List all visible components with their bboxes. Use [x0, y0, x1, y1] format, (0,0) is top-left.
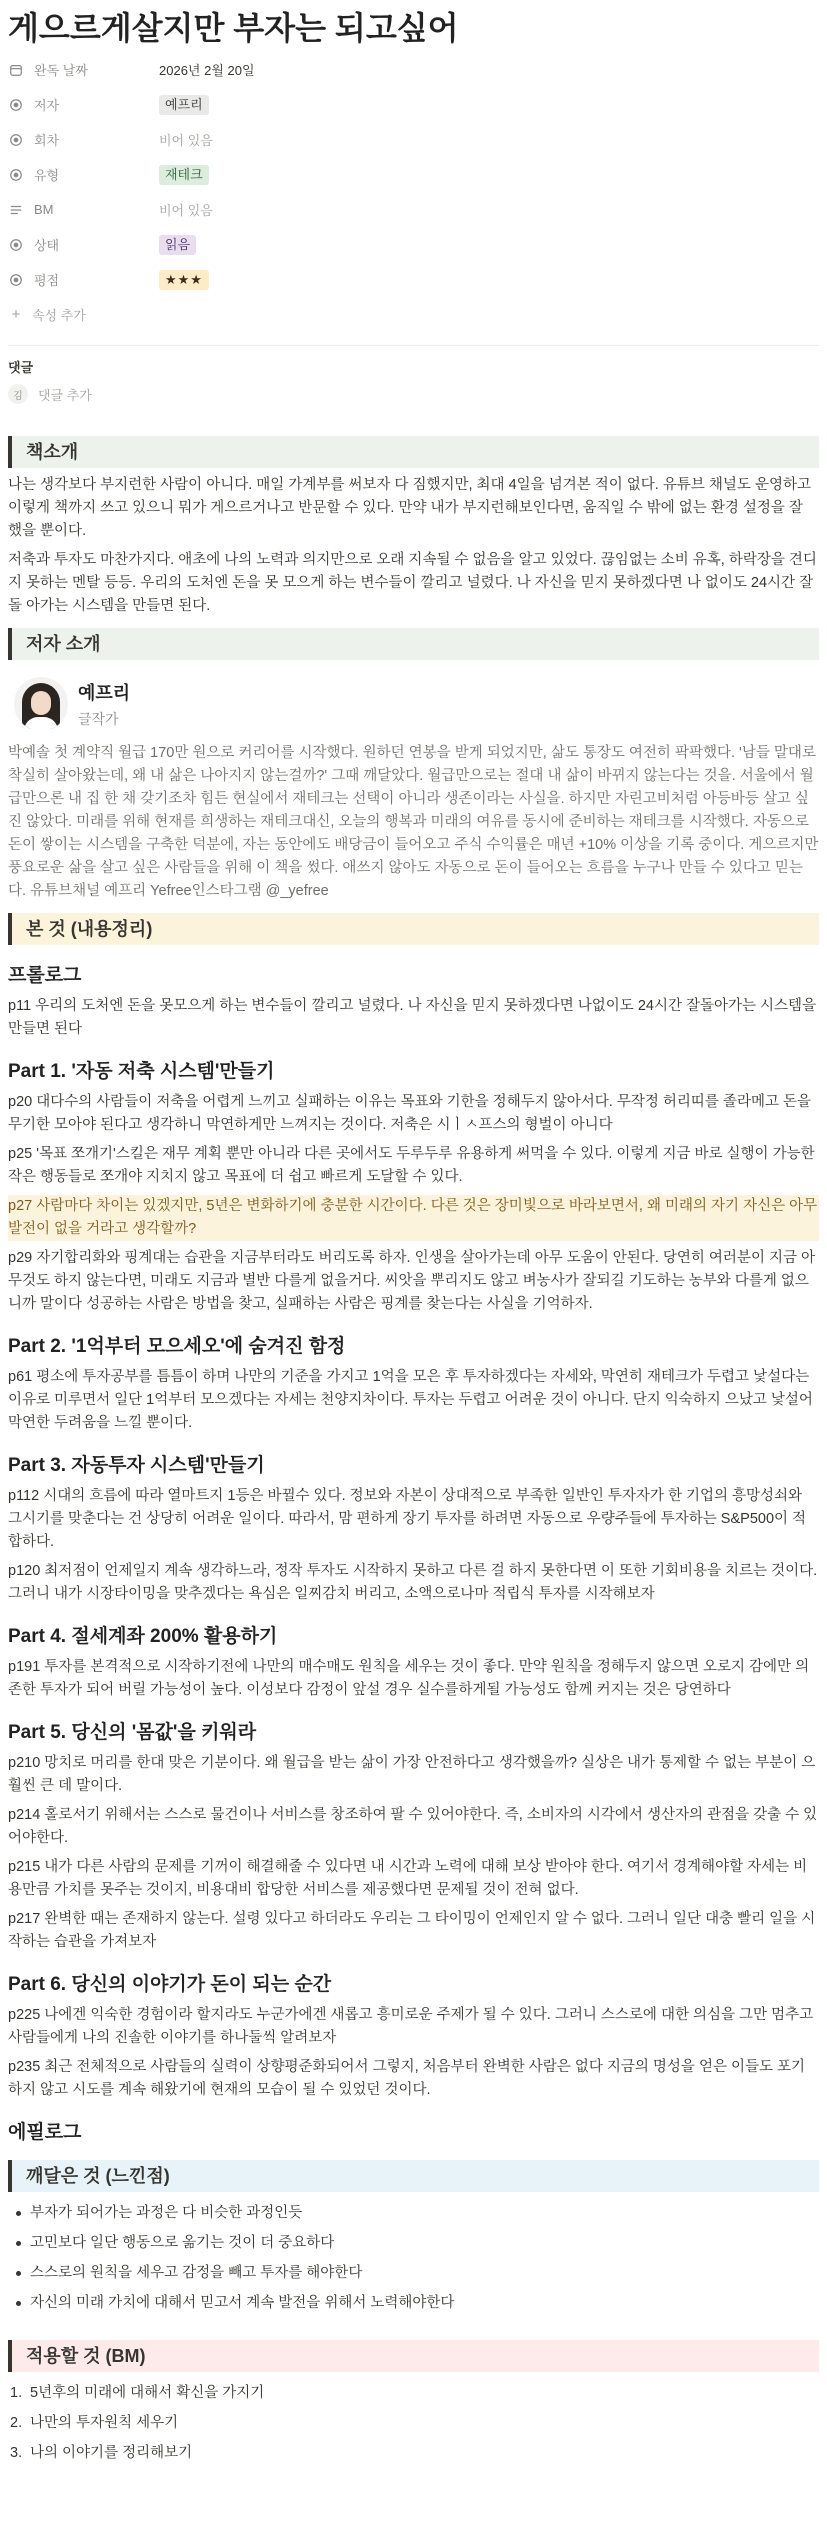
- property-row[interactable]: [8, 227, 819, 262]
- list-item[interactable]: 자신의 미래 가치에 대해서 믿고서 계속 발전을 위해서 노력해야한다: [8, 2288, 819, 2318]
- list-text: 5년후의 미래에 대해서 확신을 가지기: [30, 2385, 265, 2401]
- target-icon: [8, 132, 24, 148]
- property-key: [8, 235, 159, 254]
- subheading[interactable]: 에필로그: [8, 2122, 82, 2143]
- property-value[interactable]: [159, 235, 196, 255]
- note-paragraph[interactable]: p235 최근 전체적으로 사람들의 실력이 상향평준화되어서 그렇지, 처음부터 완벽한 사람은 없다 지금의 명성을 얻은 이들도 포기하지 않고 시도를 계속 해왔기에 현재의 모습이 될 수 있었던 것이다.: [8, 2059, 806, 2098]
- property-value[interactable]: [159, 165, 209, 185]
- property-value[interactable]: [159, 270, 209, 290]
- property-tag: 읽음: [159, 235, 196, 255]
- subheading[interactable]: Part 3. 자동투자 시스템'만들기: [8, 1455, 265, 1476]
- property-key-label: 평점: [34, 273, 60, 288]
- note-paragraph[interactable]: p210 망치로 머리를 한대 맞은 기분이다. 왜 월급을 받는 삶이 가장 안전하다고 생각했을까? 실상은 내가 통제할 수 없는 부분이 으훨씬 큰 데 말이다.: [8, 1755, 816, 1794]
- author-avatar: [14, 677, 68, 731]
- empty-value: 비어 있음: [159, 203, 213, 218]
- property-key: [8, 95, 159, 114]
- subheading[interactable]: Part 1. '자동 저축 시스템'만들기: [8, 1061, 275, 1082]
- property-key-label: 유형: [34, 168, 60, 183]
- avatar: 김: [8, 384, 28, 404]
- property-key: [8, 60, 159, 79]
- property-value[interactable]: [159, 200, 213, 219]
- list-text: 나만의 투자원칙 세우기: [30, 2415, 179, 2431]
- property-text: 2026년 2월 20일: [159, 63, 255, 78]
- property-row[interactable]: [8, 122, 819, 157]
- list-item[interactable]: [8, 2438, 819, 2468]
- subheading[interactable]: Part 4. 절세계좌 200% 활용하기: [8, 1626, 278, 1647]
- property-row[interactable]: [8, 192, 819, 227]
- intro-paragraph[interactable]: 나는 생각보다 부지런한 사람이 아니다. 매일 가계부를 써보자 다 짐했지만, 최대 4일을 넘겨본 적이 없다. 유튜브 채널도 운영하고 이렇게 책까지 쓰고 있으니 뭐가 게으르거나고 반문할 수 있다. 만약 내가 부지런해보인다면, 움직일 수 밖에 없는 환경 설정을 잘 했을 뿐이다.: [8, 477, 811, 539]
- list-item[interactable]: 부자가 되어가는 과정은 다 비슷한 과정인듯: [8, 2198, 819, 2228]
- property-tag: 재테크: [159, 165, 209, 185]
- intro-paragraph[interactable]: 저축과 투자도 마찬가지다. 애초에 나의 노력과 의지만으로 오래 지속될 수 없음을 알고 있었다. 끊임없는 소비 유혹, 하락장을 견디 지 못하는 멘탈 등등. 우리의 도처엔 돈을 못 모으게 하는 변수들이 깔리고 널렸다. 나 자신을 믿지 못하겠다면 나 없이도 24시간 잘 돌 아가는 시스템을 만들면 된다.: [8, 552, 817, 614]
- author-role: 글작가: [78, 711, 119, 727]
- property-value[interactable]: [159, 60, 255, 79]
- note-paragraph[interactable]: p29 자기합리화와 핑계대는 습관을 지금부터라도 버리도록 하자. 인생을 살아가는데 아무 도움이 안된다. 당연히 여러분이 지금 아무것도 하지 않는다면, 미래도 지금과 별반 다를게 없을거다. 씨앗을 뿌리지도 않고 벼농사가 잘되길 기도하는 농부와 다를게 없으니까 말이다 성공하는 사람은 방법을 찾고, 실패하는 사람은 핑계를 찾는다는 사실을 기억하자.: [8, 1250, 816, 1312]
- subheading[interactable]: Part 2. '1억부터 모으세오'에 숨겨진 함정: [8, 1336, 346, 1357]
- section-heading-takeaways[interactable]: 깨달은 것 (느낀점): [8, 2160, 819, 2192]
- property-row[interactable]: [8, 87, 819, 122]
- properties-panel: [8, 52, 819, 297]
- list-number: 1.: [10, 2385, 23, 2401]
- section-heading-intro[interactable]: 책소개: [8, 436, 819, 468]
- comments-section: [8, 356, 819, 408]
- author-name: 예프리: [78, 683, 131, 703]
- property-key-label: 회차: [34, 133, 60, 148]
- property-key: [8, 165, 159, 184]
- note-paragraph[interactable]: p191 투자를 본격적으로 시작하기전에 나만의 매수매도 원칙을 세우는 것이 좋다. 만약 원칙을 정해두지 않으면 오로지 감에만 의존한 투자가 되어 버릴 가능성이 높다. 이성보다 감정이 앞설 경우 실수를하게될 가능성도 함께 커지는 것은 당연하다: [8, 1659, 810, 1698]
- target-icon: [8, 97, 24, 113]
- divider: [8, 345, 819, 346]
- property-row[interactable]: [8, 262, 819, 297]
- property-key-label: 저자: [34, 98, 60, 113]
- property-value[interactable]: [159, 130, 213, 149]
- text-lines-icon: [8, 202, 24, 218]
- author-bio[interactable]: 박예솔 첫 계약직 월급 170만 원으로 커리어를 시작했다. 원하던 연봉을 받게 되었지만, 삶도 통장도 여전히 팍팍했다. '남들 말대로 착실히 살아왔는데, 왜 내 삶은 나아지지 않는걸까?' 그때 깨달았다. 월급만으로는 절대 내 삶이 바뀌지 않는다는 것을. 서울에서 월급만으론 내 집 한 채 갖기조차 힘든 현실에서 재테크는 선택이 아니라 생존이라는 사실을. 하지만 자린고비처럼 아등바등 살고 싶진 않았다. 미래를 위해 현재를 희생하는 재테크대신, 오늘의 행복과 미래의 여유를 동시에 준비하는 재테크를 시작했다. 자동으로 돈이 쌓이는 시스템을 구축한 덕분에, 자는 동안에도 배당금이 들어오고 주식 수익률은 매년 +10% 이상을 기록 중이다. 게으르지만 풍요로운 삶을 살고 싶은 사람들을 위해 이 책을 썼다. 애쓰지 않아도 자동으로 돈이 들어오는 흐름을 누구나 만들 수 있다고 믿는다. 유튜브채널 예프리 Yefree인스타그램 @_yefree: [8, 745, 819, 899]
- list-item[interactable]: [8, 2408, 819, 2438]
- property-tag: 예프리: [159, 95, 209, 115]
- section-heading-notes[interactable]: 본 것 (내용정리): [8, 913, 819, 945]
- apply-list: [8, 2378, 819, 2468]
- section-heading-author[interactable]: 저자 소개: [8, 628, 819, 660]
- note-paragraph[interactable]: p112 시대의 흐름에 따라 열마트지 1등은 바뀔수 있다. 정보와 자본이 상대적으로 부족한 일반인 투자자가 한 기업의 흥망성쇠와 그시기를 맞춘다는 건 상당히 어려운 일이다. 따라서, 맘 편하게 장기 투자를 하려면 자동으로 우량주들에 투자하는 S&P500이 적합하다.: [8, 1488, 807, 1550]
- notes-body: [8, 963, 819, 2146]
- note-paragraph[interactable]: p25 '목표 쪼개기'스킬은 재무 계획 뿐만 아니라 다른 곳에서도 두루두루 유용하게 써먹을 수 있다. 이렇게 지금 바로 실행이 가능한 작은 행동들로 쪼개야 지치지 않고 목표에 더 쉽고 빠르게 도달할 수 있다.: [8, 1146, 815, 1185]
- page-title[interactable]: 게으르게살지만 부자는 되고싶어: [8, 10, 459, 46]
- property-key-label: BM: [34, 202, 54, 217]
- note-paragraph[interactable]: p225 나에겐 익숙한 경험이라 할지라도 누군가에겐 새롭고 흥미로운 주제가 될 수 있다. 그러니 스스로에 대한 의심을 그만 멈추고 사람들에게 나의 진솔한 이야기를 하나둘씩 알려보자: [8, 2007, 814, 2046]
- target-icon: [8, 167, 24, 183]
- note-paragraph[interactable]: p61 평소에 투자공부를 틈틈이 하며 나만의 기준을 가지고 1억을 모은 후 투자하겠다는 자세와, 막연히 재테크가 두렵고 낯설다는 이유로 미루면서 일단 1억부터 모으겠다는 자세는 천양지차이다. 투자는 두렵고 어려운 것이 아니다. 단지 익숙하지 으났고 낯설어 막연한 두려움을 느낄 뿐이다.: [8, 1369, 813, 1431]
- target-icon: [8, 272, 24, 288]
- list-text: 나의 이야기를 정리해보기: [30, 2445, 193, 2461]
- note-paragraph[interactable]: p11 우리의 도처엔 돈을 못모으게 하는 변수들이 깔리고 널렸다. 나 자신을 믿지 못하겠다면 나없이도 24시간 잘돌아가는 시스템을 만들면 된다: [8, 998, 817, 1037]
- note-paragraph[interactable]: p214 홀로서기 위해서는 스스로 물건이나 서비스를 창조하여 팔 수 있어야한다. 즉, 소비자의 시각에서 생산자의 관점을 갖출 수 있어야한다.: [8, 1807, 818, 1846]
- add-comment-placeholder: 댓글 추가: [38, 387, 92, 403]
- target-icon: [8, 237, 24, 253]
- list-number: 3.: [10, 2445, 23, 2461]
- note-paragraph[interactable]: p20 대다수의 사람들이 저축을 어렵게 느끼고 실패하는 이유는 목표와 기한을 정해두지 않아서다. 무작정 허리띠를 졸라메고 돈을 무기한 모아야 된다고 생각하니 막연하게만 느껴지는 것이다. 저축은 시ㅣㅅ프스의 형벌이 아니다: [8, 1094, 812, 1133]
- add-comment-input[interactable]: [8, 380, 819, 408]
- property-key-label: 상태: [34, 238, 60, 253]
- subheading[interactable]: 프롤로그: [8, 965, 82, 986]
- property-key: [8, 202, 159, 218]
- takeaways-list: [8, 2198, 819, 2318]
- empty-value: 비어 있음: [159, 133, 213, 148]
- property-key-label: 완독 날짜: [34, 63, 88, 78]
- add-property-label: 속성 추가: [32, 307, 86, 323]
- list-item[interactable]: 고민보다 일단 행동으로 옮기는 것이 더 중요하다: [8, 2228, 819, 2258]
- highlighted-paragraph[interactable]: p27 사람마다 차이는 있겠지만, 5년은 변화하기에 충분한 시간이다. 다른 것은 장미빛으로 바라보면서, 왜 미래의 자기 자신은 아무 발전이 없을 거라고 생각할까?: [8, 1195, 819, 1241]
- list-number: 2.: [10, 2415, 23, 2431]
- note-paragraph[interactable]: p215 내가 다른 사람의 문제를 기꺼이 해결해줄 수 있다면 내 시간과 노력에 대해 보상 받아야 한다. 여기서 경계해야할 자세는 비용만큼 가치를 못주는 것이지, 비용대비 합당한 서비스를 제공했다면 문제될 것이 전혀 없다.: [8, 1859, 808, 1898]
- note-paragraph[interactable]: p217 완벽한 때는 존재하지 않는다. 설령 있다고 하더라도 우리는 그 타이밍이 언제인지 알 수 없다. 그러니 일단 대충 빨리 일을 시작하는 습관을 가져보자: [8, 1911, 816, 1950]
- subheading[interactable]: Part 6. 당신의 이야기가 돈이 되는 순간: [8, 1974, 332, 1995]
- section-heading-apply[interactable]: 적용할 것 (BM): [8, 2340, 819, 2372]
- subheading[interactable]: Part 5. 당신의 '몸값'을 키워라: [8, 1722, 257, 1743]
- property-key: [8, 270, 159, 289]
- list-item[interactable]: [8, 2378, 819, 2408]
- comments-heading: 댓글: [8, 360, 34, 375]
- add-property-button[interactable]: [8, 297, 819, 331]
- plus-icon: +: [11, 305, 21, 323]
- property-tag: ★★★: [159, 270, 209, 290]
- property-key: [8, 130, 159, 149]
- list-item[interactable]: 스스로의 원칙을 세우고 감정을 빼고 투자를 해야한다: [8, 2258, 819, 2288]
- property-row[interactable]: [8, 157, 819, 192]
- property-value[interactable]: [159, 95, 209, 115]
- calendar-icon: [8, 62, 24, 78]
- note-paragraph[interactable]: p120 최저점이 언제일지 계속 생각하느라, 정작 투자도 시작하지 못하고 다른 걸 하지 못한다면 이 또한 기회비용을 치르는 것이다. 그러니 내가 시장타이밍을 맞추겠다는 욕심은 일찌감치 버리고, 소액으로나마 적립식 투자를 시작해보자: [8, 1563, 818, 1602]
- author-card: [8, 672, 819, 736]
- property-row[interactable]: [8, 52, 819, 87]
